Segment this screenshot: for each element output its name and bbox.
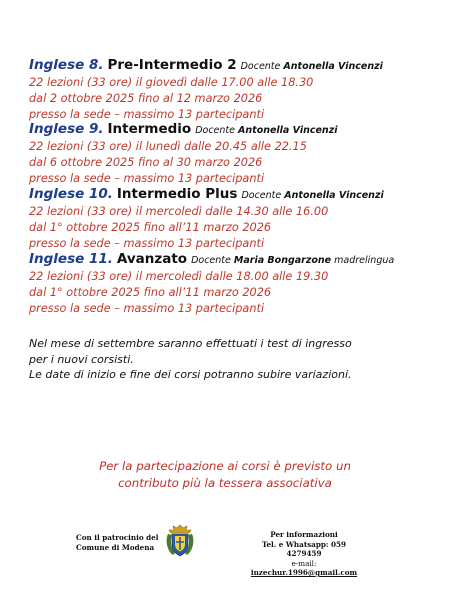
course-dates: dal 1° ottobre 2025 fino all’11 marzo 2026 [29,285,272,299]
teacher-name: Antonella Vincenzi [238,125,338,136]
course-schedule: 22 lezioni (33 ore) il giovedì dalle 17.00 alle 18.30 [29,76,314,89]
teacher-label: Docente [240,61,281,72]
course-location: presso la sede – massimo 13 partecipanti [29,107,265,121]
course-name: Avanzato [116,251,188,267]
course-level: Inglese 8. [29,57,104,73]
course-teacher [241,190,383,201]
course-inglese-11 [29,250,439,316]
course-heading [29,56,439,75]
teacher-name: Antonella Vincenzi [284,190,384,201]
course-schedule: 22 lezioni (33 ore) il lunedì dalle 20.45 alle 22.15 [29,140,307,153]
email-label: e-mail: [291,558,317,568]
contribution-line: contributo più la tessera associativa [118,475,332,490]
teacher-label: Docente [191,255,231,266]
email-row [244,559,364,578]
course-heading [29,250,439,269]
course-schedule: 22 lezioni (33 ore) il mercoledì dalle 14.30 alle 16.00 [29,205,329,218]
course-dates: dal 1° ottobre 2025 fino all’11 marzo 2026 [29,220,272,234]
modena-coat-of-arms-icon [164,524,196,558]
course-dates: dal 2 ottobre 2025 fino al 12 marzo 2026 [29,91,263,105]
teacher-name: Maria Bongarzone [233,255,332,266]
teacher-name: Antonella Vincenzi [283,61,383,72]
course-location: presso la sede – massimo 13 partecipanti [29,236,265,250]
email-link[interactable]: inzechur.1996@gmail.com [250,568,358,577]
course-teacher [241,61,383,72]
general-notes [29,336,352,383]
teacher-note: madrelingua [334,255,395,266]
course-level: Inglese 10. [29,186,113,202]
patronage-line: Comune di Modena [76,543,155,552]
course-level: Inglese 11. [29,251,113,267]
teacher-label: Docente [241,190,282,201]
course-level: Inglese 9. [29,121,104,137]
course-name: Pre-Intermedio 2 [107,57,237,73]
patronage-line: Con il patrocinio del [76,533,159,542]
course-teacher [195,125,337,136]
course-inglese-10 [29,185,439,251]
teacher-label: Docente [195,125,235,136]
course-inglese-8 [29,56,439,122]
contact-info [244,530,364,578]
course-schedule: 22 lezioni (33 ore) il mercoledì dalle 18.00 alle 19.30 [29,270,329,283]
note-line: Nel mese di settembre saranno effettuati i test di ingresso [29,337,352,350]
course-location: presso la sede – massimo 13 partecipanti [29,171,265,185]
course-name: Intermedio Plus [116,186,238,202]
patronage-text [76,533,158,553]
info-title: Per informazioni [270,530,338,539]
course-dates: dal 6 ottobre 2025 fino al 30 marzo 2026 [29,155,263,169]
phone-number: Tel. e Whatsapp: 059 4279459 [261,539,347,558]
course-inglese-9 [29,120,439,186]
contribution-line: Per la partecipazione ai corsi è previsto un [99,459,351,473]
course-location: presso la sede – massimo 13 partecipanti [29,301,265,315]
contribution-notice [0,458,450,491]
course-heading [29,185,439,204]
note-line: Le date di inizio e fine dei corsi potranno subire variazioni. [29,368,352,381]
course-teacher [191,255,394,266]
course-heading [29,120,439,139]
course-name: Intermedio [107,121,192,137]
note-line: per i nuovi corsisti. [29,352,134,366]
